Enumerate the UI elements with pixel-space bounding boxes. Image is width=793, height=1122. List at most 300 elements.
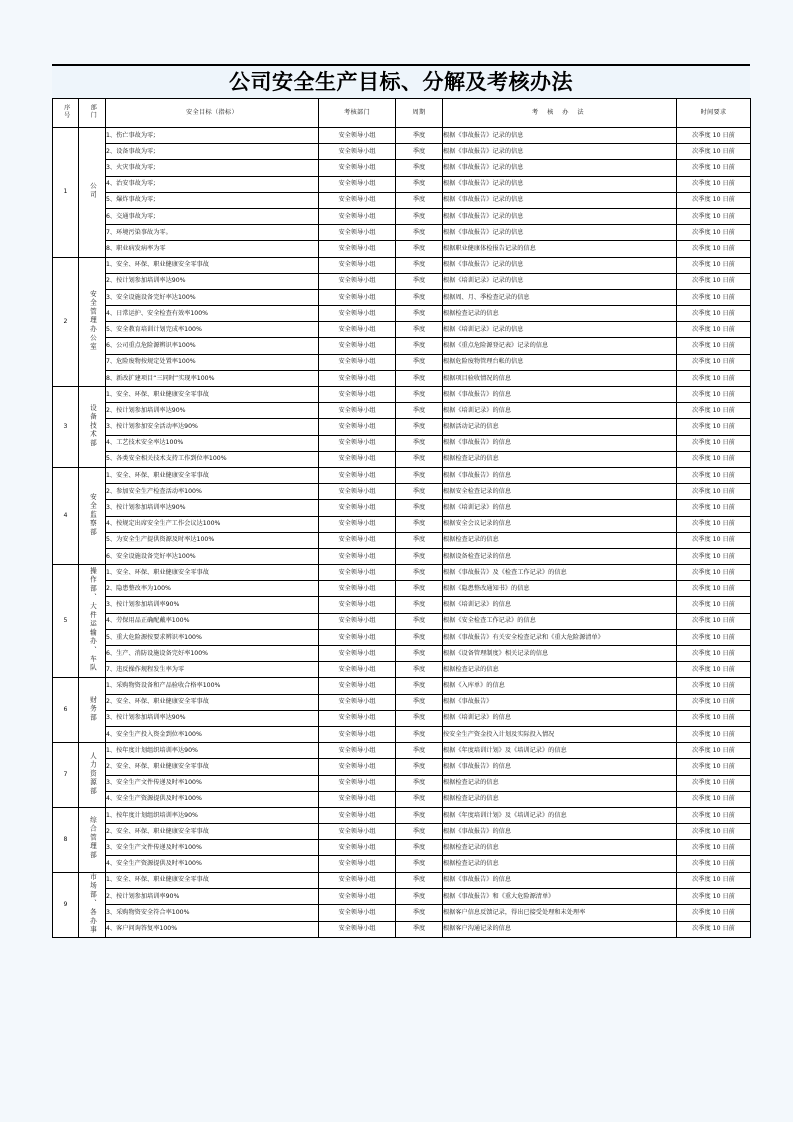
cell-time: 次季度 10 日前	[677, 726, 751, 742]
department-label: 人力资源部	[88, 751, 97, 796]
table-row	[53, 257, 751, 273]
table-row	[53, 532, 751, 548]
cell-cycle: 季度	[396, 840, 443, 856]
table-row	[53, 905, 751, 921]
cell-auditor: 安全领导小组	[319, 775, 396, 791]
header-row	[53, 99, 751, 128]
cell-time: 次季度 10 日前	[677, 856, 751, 872]
cell-department	[79, 872, 106, 937]
cell-cycle: 季度	[396, 743, 443, 759]
cell-method: 根据检查记录的信息	[443, 856, 677, 872]
cell-method: 根据《事故报告》记录的信息	[443, 128, 677, 144]
cell-method: 根据《事故报告》记录的信息	[443, 257, 677, 273]
cell-time: 次季度 10 日前	[677, 208, 751, 224]
cell-method: 根据《事故报告》记录的信息	[443, 160, 677, 176]
column-header-dept	[79, 99, 106, 128]
cell-goal: 3、采购物资安全符合率100%	[106, 905, 319, 921]
table-row	[53, 791, 751, 807]
cell-method: 根据活动记录的信息	[443, 419, 677, 435]
cell-cycle: 季度	[396, 435, 443, 451]
cell-method: 根据《事故报告》的信息	[443, 435, 677, 451]
cell-time: 次季度 10 日前	[677, 613, 751, 629]
table-row	[53, 824, 751, 840]
cell-time: 次季度 10 日前	[677, 338, 751, 354]
cell-seq: 8	[53, 807, 79, 872]
cell-time: 次季度 10 日前	[677, 921, 751, 937]
cell-goal: 7、违反操作规程发生率为零	[106, 662, 319, 678]
cell-method: 根据《年度培训计划》及《培训记录》的信息	[443, 743, 677, 759]
table-row	[53, 581, 751, 597]
cell-time: 次季度 10 日前	[677, 128, 751, 144]
cell-goal: 4、按规定出席安全生产工作会议达100%	[106, 516, 319, 532]
cell-auditor: 安全领导小组	[319, 451, 396, 467]
table-row	[53, 273, 751, 289]
table-row	[53, 921, 751, 937]
cell-department	[79, 565, 106, 678]
cell-cycle: 季度	[396, 613, 443, 629]
table-row	[53, 678, 751, 694]
cell-time: 次季度 10 日前	[677, 548, 751, 564]
cell-time: 次季度 10 日前	[677, 516, 751, 532]
cell-time: 次季度 10 日前	[677, 791, 751, 807]
table-row	[53, 306, 751, 322]
cell-method: 根据检查记录的信息	[443, 840, 677, 856]
cell-goal: 5、为安全生产提供资源及时率达100%	[106, 532, 319, 548]
cell-auditor: 安全领导小组	[319, 354, 396, 370]
cell-goal: 2、设备事故为零;	[106, 144, 319, 160]
table-row	[53, 662, 751, 678]
table-row	[53, 548, 751, 564]
cell-auditor: 安全领导小组	[319, 273, 396, 289]
cell-cycle: 季度	[396, 192, 443, 208]
cell-goal: 8、职业病发病率为零	[106, 241, 319, 257]
cell-goal: 4、劳保用品正确配戴率100%	[106, 613, 319, 629]
cell-time: 次季度 10 日前	[677, 419, 751, 435]
cell-cycle: 季度	[396, 257, 443, 273]
cell-method: 根据《事故报告》和《重大危险源清单》	[443, 888, 677, 904]
cell-time: 次季度 10 日前	[677, 144, 751, 160]
cell-cycle: 季度	[396, 548, 443, 564]
cell-auditor: 安全领导小组	[319, 370, 396, 386]
cell-auditor: 安全领导小组	[319, 597, 396, 613]
cell-time: 次季度 10 日前	[677, 500, 751, 516]
cell-goal: 4、治安事故为零;	[106, 176, 319, 192]
cell-goal: 5、各类安全相关技术支持工作到位率100%	[106, 451, 319, 467]
table-row	[53, 613, 751, 629]
cell-goal: 3、火灾事故为零;	[106, 160, 319, 176]
cell-method: 根据《事故报告》有关安全检查记录和《重大危险源清单》	[443, 629, 677, 645]
table-row	[53, 322, 751, 338]
cell-time: 次季度 10 日前	[677, 306, 751, 322]
cell-cycle: 季度	[396, 176, 443, 192]
cell-method: 根据《事故报告》记录的信息	[443, 225, 677, 241]
cell-method: 根据《事故报告》记录的信息	[443, 144, 677, 160]
cell-cycle: 季度	[396, 791, 443, 807]
table-row	[53, 144, 751, 160]
cell-cycle: 季度	[396, 888, 443, 904]
cell-goal: 6、交通事故为零;	[106, 208, 319, 224]
table-row	[53, 354, 751, 370]
table-row	[53, 419, 751, 435]
table-row	[53, 629, 751, 645]
cell-method: 根据《事故报告》的信息	[443, 824, 677, 840]
cell-goal: 4、安全生产投入资金到位率100%	[106, 726, 319, 742]
cell-auditor: 安全领导小组	[319, 306, 396, 322]
cell-goal: 4、日常运护、安全检查有效率100%	[106, 306, 319, 322]
cell-goal: 6、生产、消防设施设备完好率100%	[106, 646, 319, 662]
cell-auditor: 安全领导小组	[319, 338, 396, 354]
cell-goal: 6、公司重点危险源辨识率100%	[106, 338, 319, 354]
cell-cycle: 季度	[396, 726, 443, 742]
cell-time: 次季度 10 日前	[677, 597, 751, 613]
cell-seq: 9	[53, 872, 79, 937]
cell-cycle: 季度	[396, 467, 443, 483]
cell-auditor: 安全领导小组	[319, 532, 396, 548]
cell-cycle: 季度	[396, 484, 443, 500]
cell-time: 次季度 10 日前	[677, 775, 751, 791]
cell-method: 按安全生产资金投入计划及实际投入情况	[443, 726, 677, 742]
cell-auditor: 安全领导小组	[319, 176, 396, 192]
cell-cycle: 季度	[396, 322, 443, 338]
table-row	[53, 128, 751, 144]
cell-method: 根据《事故报告》记录的信息	[443, 208, 677, 224]
cell-department	[79, 807, 106, 872]
cell-method: 根据危险废物管理台帐的信息	[443, 354, 677, 370]
cell-auditor: 安全领导小组	[319, 710, 396, 726]
cell-auditor: 安全领导小组	[319, 289, 396, 305]
cell-method: 根据项目验收情况的信息	[443, 370, 677, 386]
table-row	[53, 710, 751, 726]
cell-auditor: 安全领导小组	[319, 484, 396, 500]
cell-time: 次季度 10 日前	[677, 743, 751, 759]
cell-auditor: 安全领导小组	[319, 160, 396, 176]
table-row	[53, 565, 751, 581]
cell-department	[79, 387, 106, 468]
cell-time: 次季度 10 日前	[677, 629, 751, 645]
department-label: 公司	[88, 182, 97, 200]
cell-cycle: 季度	[396, 872, 443, 888]
cell-cycle: 季度	[396, 905, 443, 921]
cell-method: 根据检查记录的信息	[443, 306, 677, 322]
cell-method: 根据安全检查记录的信息	[443, 484, 677, 500]
cell-goal: 5、爆炸事故为零;	[106, 192, 319, 208]
cell-method: 根据《培训记录》记录的信息	[443, 273, 677, 289]
table-row	[53, 597, 751, 613]
cell-goal: 5、安全教育培训计划完成率100%	[106, 322, 319, 338]
cell-cycle: 季度	[396, 678, 443, 694]
cell-goal: 4、客户问询答复率100%	[106, 921, 319, 937]
cell-seq: 5	[53, 565, 79, 678]
cell-auditor: 安全领导小组	[319, 824, 396, 840]
cell-cycle: 季度	[396, 581, 443, 597]
cell-method: 根据《年度培训计划》及《培训记录》的信息	[443, 807, 677, 823]
cell-time: 次季度 10 日前	[677, 257, 751, 273]
cell-time: 次季度 10 日前	[677, 289, 751, 305]
cell-time: 次季度 10 日前	[677, 370, 751, 386]
table-row	[53, 176, 751, 192]
cell-auditor: 安全领导小组	[319, 759, 396, 775]
cell-auditor: 安全领导小组	[319, 548, 396, 564]
page-title: 公司安全生产目标、分解及考核办法	[229, 69, 573, 94]
cell-cycle: 季度	[396, 694, 443, 710]
cell-cycle: 季度	[396, 662, 443, 678]
cell-time: 次季度 10 日前	[677, 759, 751, 775]
column-header-auditor: 考核部门	[319, 99, 396, 128]
cell-method: 根据职业健康体检报告记录的信息	[443, 241, 677, 257]
table-row	[53, 160, 751, 176]
cell-time: 次季度 10 日前	[677, 354, 751, 370]
cell-method: 根据设备检查记录的信息	[443, 548, 677, 564]
cell-time: 次季度 10 日前	[677, 678, 751, 694]
cell-goal: 2、隐患整改率为100%	[106, 581, 319, 597]
table-header	[53, 99, 751, 128]
cell-goal: 2、参加安全生产检查活动率100%	[106, 484, 319, 500]
table-row	[53, 694, 751, 710]
cell-cycle: 季度	[396, 225, 443, 241]
cell-cycle: 季度	[396, 565, 443, 581]
cell-time: 次季度 10 日前	[677, 824, 751, 840]
cell-goal: 2、按计划参加培训率达90%	[106, 273, 319, 289]
cell-time: 次季度 10 日前	[677, 435, 751, 451]
table-row	[53, 289, 751, 305]
cell-cycle: 季度	[396, 532, 443, 548]
cell-cycle: 季度	[396, 775, 443, 791]
cell-cycle: 季度	[396, 759, 443, 775]
cell-auditor: 安全领导小组	[319, 565, 396, 581]
cell-auditor: 安全领导小组	[319, 144, 396, 160]
table-row	[53, 370, 751, 386]
cell-time: 次季度 10 日前	[677, 888, 751, 904]
cell-method: 根据《事故报告》的信息	[443, 467, 677, 483]
cell-goal: 1、按年度计划组织培训率达90%	[106, 743, 319, 759]
cell-goal: 3、安全生产文件传递及时率100%	[106, 840, 319, 856]
table-row	[53, 467, 751, 483]
table-row	[53, 225, 751, 241]
cell-auditor: 安全领导小组	[319, 726, 396, 742]
cell-method: 根据客户沟通记录的信息	[443, 921, 677, 937]
cell-seq: 1	[53, 128, 79, 258]
cell-time: 次季度 10 日前	[677, 241, 751, 257]
department-label: 综合管理部	[88, 816, 97, 861]
cell-goal: 2、安全、环保、职业健康安全零事故	[106, 824, 319, 840]
cell-goal: 1、安全、环保、职业健康安全零事故	[106, 872, 319, 888]
table-row	[53, 743, 751, 759]
cell-goal: 1、安全、环保、职业健康安全零事故	[106, 565, 319, 581]
cell-seq: 6	[53, 678, 79, 743]
table-row	[53, 500, 751, 516]
cell-goal: 3、按计划参加培训率90%	[106, 597, 319, 613]
cell-goal: 8、新改扩建项目“三同时”实现率100%	[106, 370, 319, 386]
cell-method: 根据《事故报告》的信息	[443, 387, 677, 403]
table-row	[53, 338, 751, 354]
cell-time: 次季度 10 日前	[677, 160, 751, 176]
cell-auditor: 安全领导小组	[319, 435, 396, 451]
cell-cycle: 季度	[396, 824, 443, 840]
cell-time: 次季度 10 日前	[677, 662, 751, 678]
cell-goal: 2、按计划参加培训率达90%	[106, 403, 319, 419]
cell-cycle: 季度	[396, 629, 443, 645]
cell-auditor: 安全领导小组	[319, 403, 396, 419]
cell-auditor: 安全领导小组	[319, 257, 396, 273]
cell-seq: 7	[53, 743, 79, 808]
cell-goal: 2、按计划参加培训率90%	[106, 888, 319, 904]
cell-goal: 3、按计划参加培训率达90%	[106, 500, 319, 516]
table-row	[53, 856, 751, 872]
cell-method: 根据检查记录的信息	[443, 451, 677, 467]
cell-goal: 1、按年度计划组织培训率达90%	[106, 807, 319, 823]
cell-method: 根据安全会议记录的信息	[443, 516, 677, 532]
cell-method: 根据《隐患整改通知书》的信息	[443, 581, 677, 597]
table-row	[53, 646, 751, 662]
column-header-cycle: 周期	[396, 99, 443, 128]
cell-method: 根据《培训记录》的信息	[443, 403, 677, 419]
cell-auditor: 安全领导小组	[319, 662, 396, 678]
table-row	[53, 484, 751, 500]
cell-time: 次季度 10 日前	[677, 872, 751, 888]
cell-goal: 1、伤亡事故为零;	[106, 128, 319, 144]
column-header-seq	[53, 99, 79, 128]
cell-goal: 5、重大危险源按要求辨识率100%	[106, 629, 319, 645]
cell-seq: 4	[53, 467, 79, 564]
cell-method: 根据检查记录的信息	[443, 791, 677, 807]
cell-goal: 7、环境污染事故为零。	[106, 225, 319, 241]
cell-goal: 2、安全、环保、职业健康安全零事故	[106, 694, 319, 710]
table-row	[53, 840, 751, 856]
table-row	[53, 775, 751, 791]
cell-goal: 4、安全生产资源提供及时率100%	[106, 856, 319, 872]
cell-method: 根据《安全检查工作记录》的信息	[443, 613, 677, 629]
cell-auditor: 安全领导小组	[319, 743, 396, 759]
cell-cycle: 季度	[396, 500, 443, 516]
cell-method: 根据《培训记录》的信息	[443, 597, 677, 613]
cell-department	[79, 467, 106, 564]
cell-method: 根据《事故报告》的信息	[443, 759, 677, 775]
cell-time: 次季度 10 日前	[677, 192, 751, 208]
table-row	[53, 403, 751, 419]
cell-cycle: 季度	[396, 208, 443, 224]
cell-method: 根据《重点危险源登记表》记录的信息	[443, 338, 677, 354]
department-label: 市场部、各办事	[88, 872, 97, 935]
cell-cycle: 季度	[396, 516, 443, 532]
column-header-time: 时间要求	[677, 99, 751, 128]
cell-time: 次季度 10 日前	[677, 840, 751, 856]
cell-seq: 3	[53, 387, 79, 468]
cell-time: 次季度 10 日前	[677, 646, 751, 662]
cell-cycle: 季度	[396, 856, 443, 872]
cell-goal: 3、安全设施设备完好率达100%	[106, 289, 319, 305]
cell-cycle: 季度	[396, 921, 443, 937]
table-row	[53, 241, 751, 257]
cell-goal: 3、按计划参加培训率达90%	[106, 710, 319, 726]
cell-auditor: 安全领导小组	[319, 225, 396, 241]
table-row	[53, 208, 751, 224]
cell-method: 根据客户信息反馈记录，得出已接受处理和未处理率	[443, 905, 677, 921]
cell-cycle: 季度	[396, 710, 443, 726]
cell-auditor: 安全领导小组	[319, 387, 396, 403]
cell-goal: 1、采购物资设备和产品验收合格率100%	[106, 678, 319, 694]
cell-time: 次季度 10 日前	[677, 403, 751, 419]
cell-cycle: 季度	[396, 387, 443, 403]
cell-cycle: 季度	[396, 419, 443, 435]
cell-cycle: 季度	[396, 354, 443, 370]
cell-auditor: 安全领导小组	[319, 208, 396, 224]
cell-department	[79, 128, 106, 258]
cell-auditor: 安全领导小组	[319, 888, 396, 904]
cell-time: 次季度 10 日前	[677, 807, 751, 823]
document-body	[52, 64, 750, 938]
cell-department	[79, 678, 106, 743]
cell-method: 根据《事故报告》及《检查工作记录》的信息	[443, 565, 677, 581]
department-label: 安全管理办公室	[88, 289, 97, 352]
cell-auditor: 安全领导小组	[319, 921, 396, 937]
cell-auditor: 安全领导小组	[319, 516, 396, 532]
cell-method: 根据《事故报告》记录的信息	[443, 192, 677, 208]
cell-method: 根据《培训记录》的信息	[443, 500, 677, 516]
cell-time: 次季度 10 日前	[677, 467, 751, 483]
table-row	[53, 435, 751, 451]
department-label: 操作部、大件运输办、车队	[88, 567, 97, 673]
column-header-goal: 安全目标（指标）	[106, 99, 319, 128]
table-row	[53, 451, 751, 467]
cell-time: 次季度 10 日前	[677, 581, 751, 597]
cell-goal: 1、安全、环保、职业健康安全零事故	[106, 467, 319, 483]
cell-method: 根据周、月、季检查记录的信息	[443, 289, 677, 305]
cell-method: 根据检查记录的信息	[443, 532, 677, 548]
cell-time: 次季度 10 日前	[677, 176, 751, 192]
cell-goal: 1、安全、环保、职业健康安全零事故	[106, 257, 319, 273]
column-header-dept-label: 部门	[89, 103, 97, 120]
cell-method: 根据《事故报告》记录的信息	[443, 176, 677, 192]
cell-goal: 3、安全生产文件传递及时率100%	[106, 775, 319, 791]
table-row	[53, 759, 751, 775]
cell-method: 根据检查记录的信息	[443, 662, 677, 678]
cell-time: 次季度 10 日前	[677, 694, 751, 710]
cell-goal: 6、安全设施设备完好率达100%	[106, 548, 319, 564]
cell-department	[79, 257, 106, 387]
cell-auditor: 安全领导小组	[319, 840, 396, 856]
cell-auditor: 安全领导小组	[319, 192, 396, 208]
cell-auditor: 安全领导小组	[319, 678, 396, 694]
cell-auditor: 安全领导小组	[319, 581, 396, 597]
cell-auditor: 安全领导小组	[319, 241, 396, 257]
cell-time: 次季度 10 日前	[677, 905, 751, 921]
cell-goal: 7、危险废物按规定处置率100%	[106, 354, 319, 370]
cell-cycle: 季度	[396, 160, 443, 176]
table-body	[53, 128, 751, 938]
cell-cycle: 季度	[396, 273, 443, 289]
cell-time: 次季度 10 日前	[677, 387, 751, 403]
table-row	[53, 726, 751, 742]
cell-time: 次季度 10 日前	[677, 273, 751, 289]
cell-goal: 4、安全生产资源提供及时率100%	[106, 791, 319, 807]
cell-cycle: 季度	[396, 128, 443, 144]
cell-cycle: 季度	[396, 646, 443, 662]
cell-method: 根据《入库单》的信息	[443, 678, 677, 694]
cell-cycle: 季度	[396, 241, 443, 257]
table-row	[53, 516, 751, 532]
cell-auditor: 安全领导小组	[319, 872, 396, 888]
cell-auditor: 安全领导小组	[319, 500, 396, 516]
cell-time: 次季度 10 日前	[677, 225, 751, 241]
cell-auditor: 安全领导小组	[319, 419, 396, 435]
cell-auditor: 安全领导小组	[319, 322, 396, 338]
cell-cycle: 季度	[396, 306, 443, 322]
cell-auditor: 安全领导小组	[319, 646, 396, 662]
cell-method: 根据《事故报告》的信息	[443, 872, 677, 888]
cell-method: 根据检查记录的信息	[443, 775, 677, 791]
cell-auditor: 安全领导小组	[319, 807, 396, 823]
department-label: 设备技术部	[88, 403, 97, 448]
